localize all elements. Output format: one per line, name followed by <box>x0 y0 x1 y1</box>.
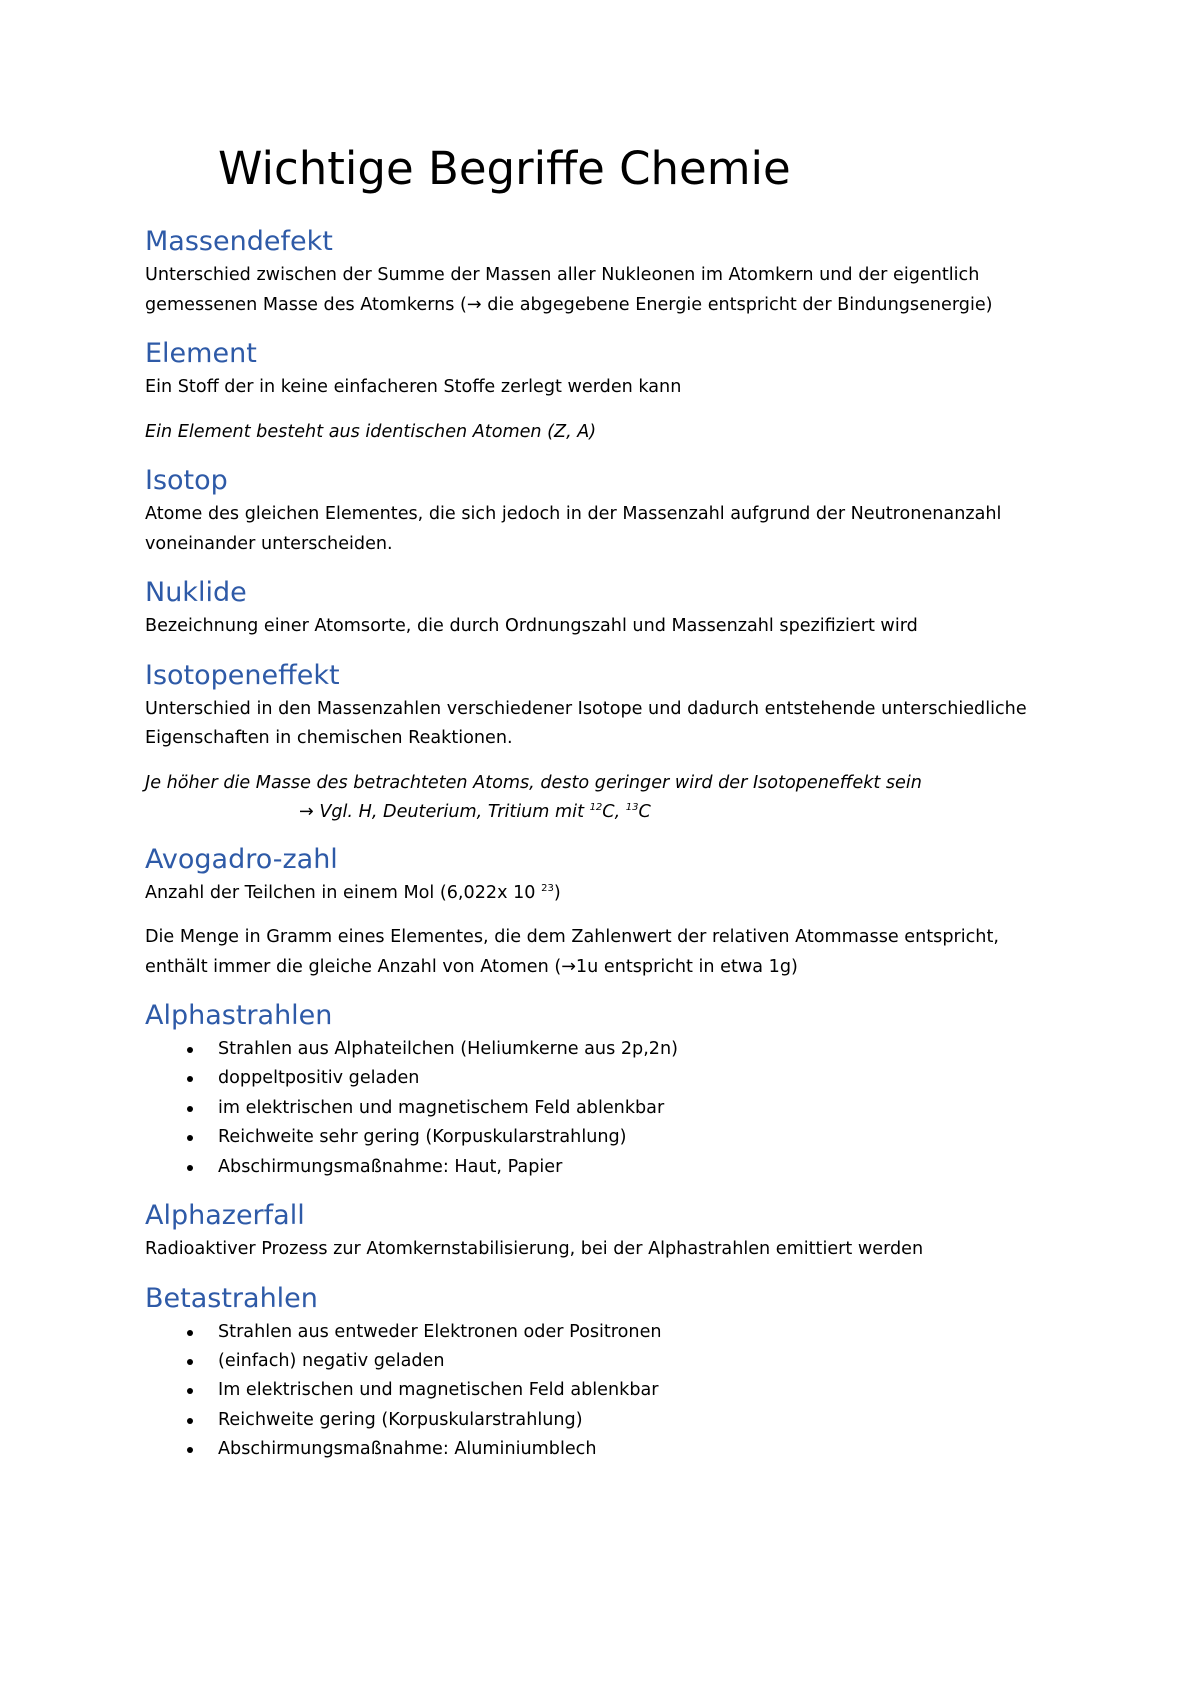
bullet-icon <box>187 1418 193 1424</box>
text-line: voneinander unterscheiden. <box>145 533 393 554</box>
list-item-text: Strahlen aus Alphateilchen (Heliumkerne aus 2p,2n) <box>218 1039 679 1059</box>
text-line-indented <box>145 802 651 822</box>
superscript: 13 <box>625 802 639 814</box>
section-betastrahlen <box>145 1280 1075 1465</box>
section-avogadro <box>145 841 1075 983</box>
text-line: gemessenen Masse des Atomkerns (→ die abgegebene Energie entspricht der Bindungsenergie) <box>145 294 993 315</box>
list-item <box>145 1123 1075 1152</box>
list-item <box>145 1153 1075 1182</box>
text-line: Atome des gleichen Elementes, die sich jedoch in der Massenzahl aufgrund der Neutronenanzahl <box>145 504 1002 524</box>
text-fragment: → Vgl. H, Deuterium, Tritium mit <box>299 802 590 822</box>
bullet-icon <box>187 1330 193 1336</box>
definition-paragraph <box>145 879 1075 909</box>
definition-paragraph <box>145 500 1075 559</box>
section-heading: Isotopeneffekt <box>145 659 340 691</box>
section-heading: Massendefekt <box>145 226 333 257</box>
bullet-icon <box>187 1135 193 1141</box>
list-item-text: Im elektrischen und magnetischen Feld ablenkbar <box>218 1380 659 1401</box>
definition-paragraph <box>145 695 1075 754</box>
section-massendefekt <box>145 223 1075 320</box>
text-line: Unterschied zwischen der Summe der Massen aller Nukleonen im Atomkern und der eigentlich <box>145 265 980 285</box>
text-line: Unterschied in den Massenzahlen verschiedener Isotope und dadurch entstehende unterschiedliche <box>145 698 1027 719</box>
list-item-text: doppeltpositiv geladen <box>218 1068 420 1089</box>
superscript: 12 <box>589 802 603 814</box>
note-paragraph <box>145 769 1075 828</box>
section-nuklide <box>145 574 1075 642</box>
section-heading: Element <box>145 338 257 369</box>
list-item <box>145 1435 1075 1464</box>
text-fragment: Anzahl der Teilchen in einem Mol (6,022x 10 <box>145 882 542 903</box>
section-heading: Isotop <box>145 465 228 496</box>
explanation-paragraph <box>145 923 1075 982</box>
section-heading: Nuklide <box>145 577 247 608</box>
bullet-icon <box>187 1388 193 1394</box>
list-item <box>145 1406 1075 1435</box>
text-fragment: ) <box>553 882 561 903</box>
text-fragment: C, <box>602 802 626 822</box>
definition-paragraph: Bezeichnung einer Atomsorte, die durch Ordnungszahl und Massenzahl spezifiziert wird <box>145 616 918 636</box>
bullet-icon <box>187 1047 193 1053</box>
section-heading: Betastrahlen <box>145 1282 318 1314</box>
list-item <box>145 1318 1075 1347</box>
list-item-text: Strahlen aus entweder Elektronen oder Positronen <box>218 1321 662 1342</box>
list-item-text: im elektrischen und magnetischem Feld ablenkbar <box>218 1097 665 1118</box>
section-isotopeneffekt <box>145 657 1075 828</box>
bullet-list <box>145 1318 1075 1465</box>
document-body <box>145 223 1075 1480</box>
list-item <box>145 1064 1075 1093</box>
section-alphazerfall <box>145 1197 1075 1265</box>
bullet-icon <box>187 1106 193 1112</box>
bullet-icon <box>187 1447 193 1453</box>
list-item-text: Abschirmungsmaßnahme: Aluminiumblech <box>218 1439 597 1460</box>
bullet-list <box>145 1035 1075 1182</box>
text-line: Die Menge in Gramm eines Elementes, die dem Zahlenwert der relativen Atommasse entspricht, <box>145 927 999 947</box>
bullet-icon <box>187 1076 193 1082</box>
section-heading: Avogadro-zahl <box>145 843 338 875</box>
note-paragraph: Ein Element besteht aus identischen Atomen (Z, A) <box>145 421 597 442</box>
section-heading: Alphastrahlen <box>145 1000 333 1031</box>
list-item <box>145 1094 1075 1123</box>
list-item-text: Reichweite sehr gering (Korpuskularstrahlung) <box>218 1127 627 1148</box>
definition-paragraph: Ein Stoff der in keine einfacheren Stoffe zerlegt werden kann <box>145 377 682 397</box>
superscript: 23 <box>541 882 554 894</box>
text-line: Eigenschaften in chemischen Reaktionen. <box>145 728 513 748</box>
text-line: Je höher die Masse des betrachteten Atoms, desto geringer wird der Isotopeneffekt sein <box>145 772 922 793</box>
definition-paragraph: Radioaktiver Prozess zur Atomkernstabilisierung, bei der Alphastrahlen emittiert werden <box>145 1239 924 1260</box>
list-item <box>145 1376 1075 1405</box>
list-item <box>145 1035 1075 1064</box>
bullet-icon <box>187 1165 193 1171</box>
text-line: enthält immer die gleiche Anzahl von Atomen (→1u entspricht in etwa 1g) <box>145 956 798 977</box>
page-title: Wichtige Begriffe Chemie <box>218 142 791 195</box>
list-item <box>145 1347 1075 1376</box>
section-isotop <box>145 462 1075 559</box>
definition-paragraph <box>145 261 1075 320</box>
list-item-text: (einfach) negativ geladen <box>218 1350 445 1371</box>
section-alphastrahlen <box>145 997 1075 1182</box>
bullet-icon <box>187 1359 193 1365</box>
section-element <box>145 335 1075 447</box>
section-heading: Alphazerfall <box>145 1200 305 1232</box>
list-item-text: Reichweite gering (Korpuskularstrahlung) <box>218 1409 583 1430</box>
list-item-text: Abschirmungsmaßnahme: Haut, Papier <box>218 1156 563 1177</box>
text-fragment: C <box>638 802 651 822</box>
